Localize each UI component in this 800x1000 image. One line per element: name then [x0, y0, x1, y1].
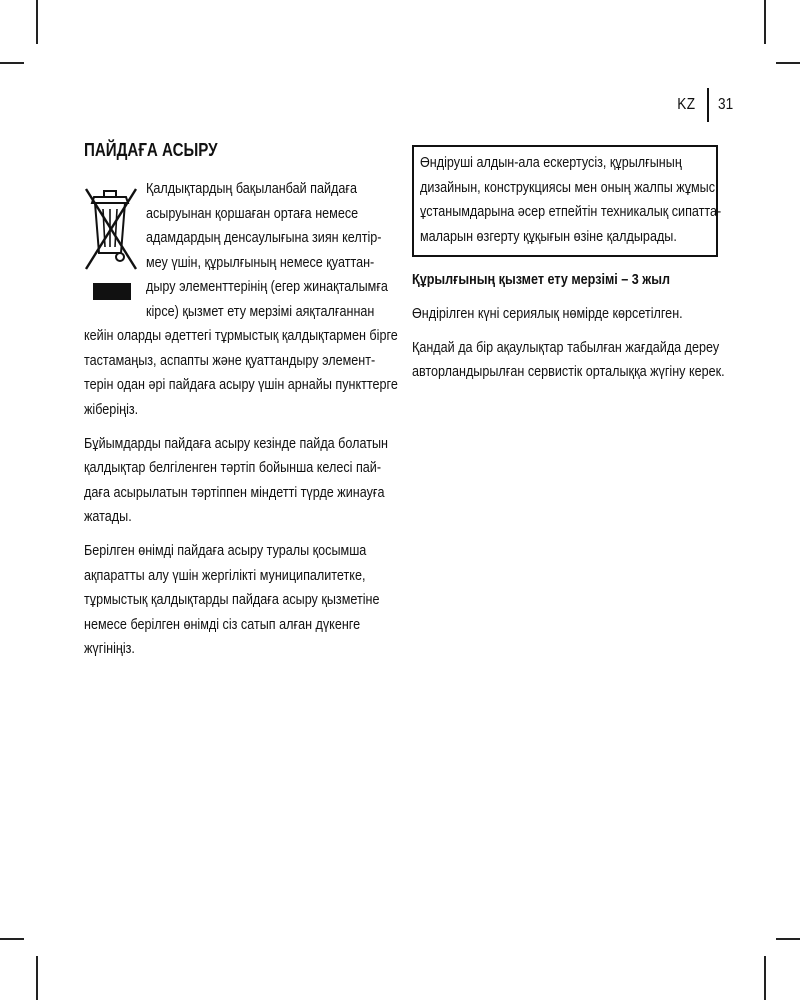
- page-number: 31: [718, 96, 734, 113]
- text-line: даға асырылатын тәртіппен міндетті түрде жинауға: [84, 483, 385, 501]
- text-line: Қалдықтардың бақыланбай пайдаға: [146, 180, 357, 197]
- defects-paragraph: [412, 336, 725, 385]
- text-line: қалдықтар белгіленген тәртіп бойынша келесі пай-: [84, 459, 382, 476]
- text-line: жіберіңіз.: [84, 400, 139, 418]
- text-line: дизайнын, конструкциясы мен оның жалпы жұмыс: [420, 178, 716, 196]
- right-column: [412, 145, 725, 394]
- text-line: тұрмыстық қалдықтарды пайдаға асыру қызметіне: [84, 591, 380, 608]
- left-column: [84, 139, 398, 671]
- text-line: жатады.: [84, 508, 132, 525]
- text-line: адамдардың денсаулығына зиян келтір-: [146, 229, 382, 246]
- text-line: кірсе) қызмет ету мерзімі аяқталғаннан: [146, 302, 375, 320]
- manufacturer-notice-box: [412, 145, 722, 257]
- crop-mark: [36, 0, 38, 44]
- text-line: меу үшін, құрылғының немесе қуаттан-: [146, 253, 375, 271]
- crop-mark: [0, 938, 24, 940]
- text-line: маларын өзгерту құқығын өзіне қалдырады.: [420, 227, 677, 245]
- crop-mark: [0, 62, 24, 64]
- text-line: немесе берілген өнімді сіз сатып алған дүкенге: [84, 615, 361, 633]
- disposal-paragraph-3: [84, 539, 394, 662]
- page-header: [674, 88, 736, 122]
- crossed-out-wheelie-bin-icon: [84, 183, 140, 303]
- crop-mark: [764, 0, 766, 44]
- text-line: дыру элементтерінің (егер жинақталымға: [146, 278, 388, 295]
- disposal-paragraph-2: [84, 432, 394, 530]
- text-line: Қандай да бір ақаулықтар табылған жағдайда дереу: [412, 338, 720, 356]
- text-line: терін одан әрі пайдаға асыру үшін арнайы пункттерге: [84, 376, 398, 393]
- text-line: авторландырылған сервистік орталыққа жүгіну керек.: [412, 363, 725, 380]
- text-line: кейін оларды әдеттегі тұрмыстық қалдықтармен бірге: [84, 327, 398, 344]
- text-line: жүгініңіз.: [84, 640, 135, 657]
- crop-mark: [764, 956, 766, 1000]
- language-code: KZ: [676, 96, 696, 113]
- crop-mark: [36, 956, 38, 1000]
- text-line: Өндіруші алдын-ала ескертусіз, құрылғының: [420, 154, 682, 171]
- text-line: Берілген өнімді пайдаға асыру туралы қосымша: [84, 542, 367, 559]
- text-line: тастамаңыз, аспапты және қуаттандыру элемент-: [84, 351, 376, 369]
- crop-mark: [776, 62, 800, 64]
- crop-mark: [776, 938, 800, 940]
- text-line: ұстанымдарына әсер етпейтін техникалық сипатта-: [420, 203, 722, 220]
- text-line: асыруынан қоршаған ортаға немесе: [146, 204, 359, 222]
- production-date-text: Өндірілген күні сериялық нөмірде көрсетілген.: [412, 304, 683, 322]
- text-line: Бұйымдарды пайдаға асыру кезінде пайда болатын: [84, 434, 389, 452]
- section-title: ПАЙДАҒА АСЫРУ: [84, 140, 218, 160]
- text-line: ақпаратты алу үшін жергілікті муниципалитетке,: [84, 566, 366, 584]
- service-life-heading: Құрылғының қызмет ету мерзімі – 3 жыл: [412, 271, 670, 288]
- header-divider: [707, 88, 709, 122]
